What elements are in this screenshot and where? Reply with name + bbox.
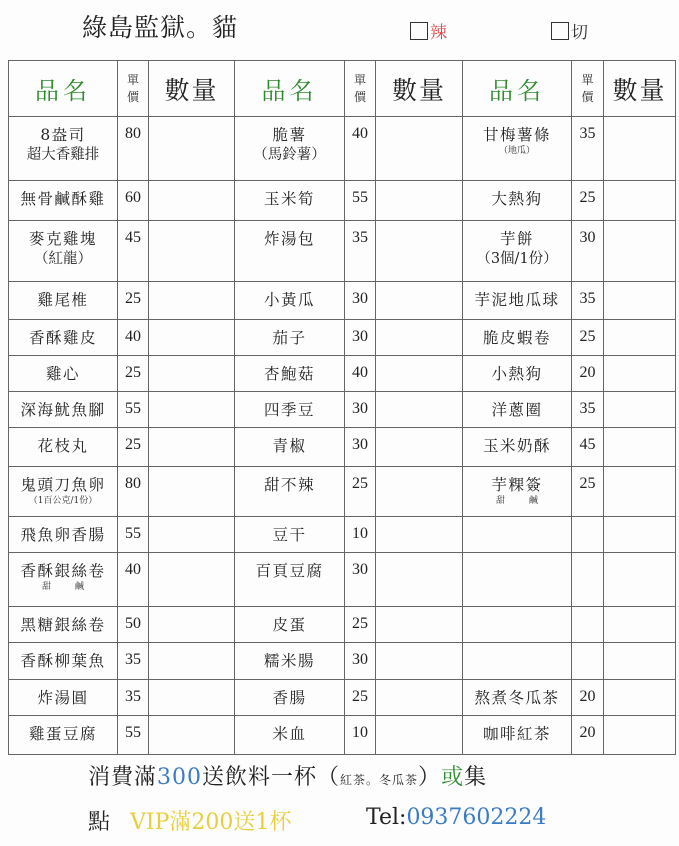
item-name: 無骨鹹酥雞	[20, 190, 106, 209]
order-table	[8, 60, 676, 755]
col-header-price: 單 價	[118, 61, 149, 117]
item-price: 40	[345, 356, 376, 392]
quantity-field[interactable]	[149, 392, 235, 428]
item-name-cell	[463, 715, 572, 754]
col-header-name: 品名	[9, 61, 118, 117]
phone-number[interactable]: Tel:0937602224	[366, 805, 547, 830]
item-name-cell	[9, 117, 118, 181]
item-name-cell	[235, 715, 345, 754]
quantity-field[interactable]	[604, 715, 676, 754]
quantity-field[interactable]	[604, 221, 676, 281]
item-name: 雞蛋豆腐	[28, 724, 97, 743]
item-name-cell	[9, 319, 118, 355]
option-spicy-label: 辣	[430, 23, 447, 43]
item-note-sweet-salty: 甜鹹	[41, 581, 109, 592]
item-price: 55	[118, 392, 149, 428]
quantity-field[interactable]	[376, 281, 463, 319]
quantity-field[interactable]	[604, 392, 676, 428]
item-name-cell	[235, 181, 345, 221]
col-header-name: 品名	[235, 61, 345, 117]
table-row	[9, 281, 676, 319]
quantity-field[interactable]	[376, 516, 463, 552]
item-name-cell	[9, 715, 118, 754]
option-cut-label: 切	[571, 23, 588, 43]
item-name-cell	[235, 516, 345, 552]
item-sub: （紅龍）	[34, 251, 92, 268]
quantity-field[interactable]	[376, 221, 463, 281]
item-name-cell	[463, 607, 572, 643]
quantity-field[interactable]	[604, 607, 676, 643]
option-spicy[interactable]	[410, 18, 447, 43]
item-name-cell	[463, 281, 572, 319]
item-name-cell	[235, 117, 345, 181]
item-name-cell	[463, 221, 572, 281]
item-name: 糯米腸	[263, 652, 315, 671]
item-name: 玉米筍	[263, 190, 315, 209]
quantity-field[interactable]	[604, 181, 676, 221]
item-name-cell	[463, 679, 572, 715]
item-name: 甜不辣	[263, 475, 315, 494]
item-price: 25	[572, 319, 604, 355]
item-name: 米血	[272, 724, 307, 743]
quantity-field[interactable]	[376, 715, 463, 754]
promo-drinks: 紅茶。冬瓜茶	[340, 773, 419, 787]
item-name: 香酥雞皮	[28, 328, 97, 347]
item-price: 45	[572, 428, 604, 466]
item-sub: （3個/1份）	[476, 251, 558, 268]
quantity-field[interactable]	[376, 552, 463, 606]
table-row	[9, 607, 676, 643]
item-price: 45	[118, 221, 149, 281]
item-name: 小熱狗	[491, 365, 543, 384]
item-price: 55	[118, 516, 149, 552]
item-price: 40	[118, 319, 149, 355]
item-price	[572, 643, 604, 679]
item-name-cell	[463, 319, 572, 355]
quantity-field[interactable]	[149, 516, 235, 552]
item-name: 8盎司	[40, 126, 86, 144]
item-name-cell	[235, 392, 345, 428]
item-name-cell	[9, 181, 118, 221]
item-note-sweet-salty: 甜鹹	[495, 495, 563, 506]
item-name-cell	[9, 679, 118, 715]
item-price: 25	[345, 607, 376, 643]
item-price	[572, 607, 604, 643]
quantity-field[interactable]	[376, 319, 463, 355]
item-name-cell	[9, 466, 118, 516]
item-price: 30	[345, 392, 376, 428]
item-price: 25	[118, 428, 149, 466]
item-name-cell	[9, 392, 118, 428]
table-row	[9, 356, 676, 392]
col-header-qty: 數量	[604, 61, 676, 117]
table-row	[9, 221, 676, 281]
item-name-cell	[463, 428, 572, 466]
item-name: 芋粿簽	[491, 475, 543, 494]
item-name: 麥克雞塊	[28, 230, 97, 249]
item-price: 35	[572, 392, 604, 428]
col-header-qty: 數量	[149, 61, 235, 117]
item-price: 25	[118, 281, 149, 319]
item-name: 芋泥地瓜球	[474, 290, 560, 309]
item-price: 10	[345, 715, 376, 754]
item-name-cell	[9, 356, 118, 392]
item-note: （1百公克/1份）	[28, 495, 98, 506]
item-name-cell	[463, 552, 572, 606]
item-name: 飛魚卵香腸	[20, 525, 106, 544]
item-name: 四季豆	[263, 401, 315, 420]
quantity-field[interactable]	[149, 552, 235, 606]
item-note: （地瓜）	[498, 146, 535, 156]
item-name: 脆薯	[272, 126, 307, 144]
item-name-cell	[235, 281, 345, 319]
quantity-field[interactable]	[149, 221, 235, 281]
table-row	[9, 643, 676, 679]
table-row	[9, 679, 676, 715]
item-name: 洋蔥圈	[491, 401, 543, 420]
col-header-qty: 數量	[376, 61, 463, 117]
quantity-field[interactable]	[149, 181, 235, 221]
quantity-field[interactable]	[604, 516, 676, 552]
item-price: 35	[572, 117, 604, 181]
item-name: 雞尾椎	[37, 290, 89, 309]
item-name-cell	[235, 552, 345, 606]
quantity-field[interactable]	[604, 643, 676, 679]
item-name: 炸湯包	[263, 230, 315, 249]
quantity-field[interactable]	[604, 428, 676, 466]
item-name: 花枝丸	[37, 437, 89, 456]
item-price: 35	[118, 643, 149, 679]
item-name: 雞心	[45, 365, 80, 384]
item-name-cell	[235, 643, 345, 679]
item-price: 25	[345, 466, 376, 516]
item-name-cell	[9, 552, 118, 606]
item-name: 炸湯圓	[37, 688, 89, 707]
quantity-field[interactable]	[604, 117, 676, 181]
item-name: 茄子	[272, 328, 307, 347]
quantity-field[interactable]	[376, 356, 463, 392]
item-name: 咖啡紅茶	[482, 724, 551, 743]
col-header-price: 單 價	[572, 61, 604, 117]
item-price: 25	[572, 466, 604, 516]
promo-line-2: 點 VIP滿200送1杯 Tel:0937602224	[88, 805, 547, 835]
item-name-cell	[463, 466, 572, 516]
item-name: 青椒	[272, 437, 307, 456]
item-name-cell	[235, 679, 345, 715]
item-name-cell	[235, 221, 345, 281]
item-name-cell	[463, 643, 572, 679]
item-name: 大熱狗	[491, 190, 543, 209]
item-name-cell	[9, 281, 118, 319]
quantity-field[interactable]	[376, 679, 463, 715]
item-name-cell	[235, 607, 345, 643]
quantity-field[interactable]	[604, 466, 676, 516]
item-name: 玉米奶酥	[482, 437, 551, 456]
item-name: 黑糖銀絲卷	[20, 616, 106, 635]
item-name-cell	[9, 643, 118, 679]
item-name-cell	[463, 356, 572, 392]
item-name-cell	[235, 319, 345, 355]
item-price: 20	[572, 715, 604, 754]
item-name: 芋餅	[499, 230, 534, 249]
item-price: 20	[572, 679, 604, 715]
item-price: 80	[118, 117, 149, 181]
item-name: 香酥銀絲卷	[20, 561, 106, 580]
table-header-row	[9, 61, 676, 117]
item-price: 20	[572, 356, 604, 392]
quantity-field[interactable]	[149, 428, 235, 466]
quantity-field[interactable]	[604, 356, 676, 392]
quantity-field[interactable]	[376, 392, 463, 428]
vip-offer: VIP滿200送1杯	[130, 810, 292, 835]
item-name-cell	[463, 117, 572, 181]
item-price: 25	[572, 181, 604, 221]
quantity-field[interactable]	[376, 466, 463, 516]
shop-title: 綠島監獄。貓	[82, 13, 239, 42]
item-name-cell	[9, 221, 118, 281]
quantity-field[interactable]	[376, 428, 463, 466]
option-cut[interactable]	[551, 18, 588, 43]
item-price: 35	[345, 221, 376, 281]
spicy-checkbox[interactable]	[410, 22, 428, 40]
item-price: 60	[118, 181, 149, 221]
item-name: 香腸	[272, 688, 307, 707]
item-price: 80	[118, 466, 149, 516]
item-name: 甘梅薯條	[482, 126, 551, 144]
item-name-cell	[9, 607, 118, 643]
item-price: 35	[572, 281, 604, 319]
quantity-field[interactable]	[149, 117, 235, 181]
quantity-field[interactable]	[604, 281, 676, 319]
item-price: 30	[345, 281, 376, 319]
table-row	[9, 319, 676, 355]
col-header-name: 品名	[463, 61, 572, 117]
item-name: 深海魷魚腳	[20, 401, 106, 420]
item-price: 40	[345, 117, 376, 181]
item-price: 55	[118, 715, 149, 754]
item-price: 30	[345, 428, 376, 466]
quantity-field[interactable]	[149, 607, 235, 643]
item-name-cell	[235, 466, 345, 516]
item-name: 皮蛋	[272, 616, 307, 635]
quantity-field[interactable]	[149, 643, 235, 679]
quantity-field[interactable]	[149, 356, 235, 392]
quantity-field[interactable]	[376, 607, 463, 643]
quantity-field[interactable]	[149, 715, 235, 754]
item-price: 55	[345, 181, 376, 221]
item-name-cell	[463, 181, 572, 221]
quantity-field[interactable]	[149, 319, 235, 355]
item-name: 豆干	[272, 525, 307, 544]
item-name-cell	[463, 516, 572, 552]
item-price: 30	[345, 643, 376, 679]
item-price: 50	[118, 607, 149, 643]
item-price: 40	[118, 552, 149, 606]
quantity-field[interactable]	[604, 679, 676, 715]
item-name: 脆皮蝦卷	[482, 328, 551, 347]
item-sub: 超大香雞排	[26, 147, 100, 163]
item-price: 30	[572, 221, 604, 281]
quantity-field[interactable]	[376, 181, 463, 221]
quantity-field[interactable]	[149, 679, 235, 715]
quantity-field[interactable]	[604, 552, 676, 606]
item-name: 小黃瓜	[263, 290, 315, 309]
col-header-price: 單 價	[345, 61, 376, 117]
table-row	[9, 516, 676, 552]
promo-line-1: 消費滿300送飲料一杯（紅茶。冬瓜茶）或集	[88, 765, 488, 790]
promo-amount: 300	[157, 765, 203, 790]
item-price	[572, 516, 604, 552]
table-row	[9, 428, 676, 466]
quantity-field[interactable]	[376, 643, 463, 679]
item-name-cell	[9, 516, 118, 552]
cut-checkbox[interactable]	[551, 22, 569, 40]
item-name: 百頁豆腐	[255, 561, 324, 580]
table-row	[9, 392, 676, 428]
quantity-field[interactable]	[149, 281, 235, 319]
item-price: 25	[345, 679, 376, 715]
item-sub: （馬鈴薯）	[253, 147, 326, 163]
item-price: 30	[345, 319, 376, 355]
item-name: 熬煮冬瓜茶	[474, 688, 560, 707]
table-row	[9, 552, 676, 606]
item-name-cell	[235, 428, 345, 466]
table-row	[9, 715, 676, 754]
item-name: 香酥柳葉魚	[20, 652, 106, 671]
table-row	[9, 466, 676, 516]
quantity-field[interactable]	[604, 319, 676, 355]
item-name-cell	[9, 428, 118, 466]
item-name-cell	[235, 356, 345, 392]
item-price: 35	[118, 679, 149, 715]
quantity-field[interactable]	[376, 117, 463, 181]
item-price	[572, 552, 604, 606]
item-name: 鬼頭刀魚卵	[20, 475, 106, 494]
table-row	[9, 181, 676, 221]
quantity-field[interactable]	[149, 466, 235, 516]
table-row	[9, 117, 676, 181]
item-name: 杏鮑菇	[263, 365, 315, 384]
item-price: 30	[345, 552, 376, 606]
item-price: 25	[118, 356, 149, 392]
item-price: 10	[345, 516, 376, 552]
item-name-cell	[463, 392, 572, 428]
